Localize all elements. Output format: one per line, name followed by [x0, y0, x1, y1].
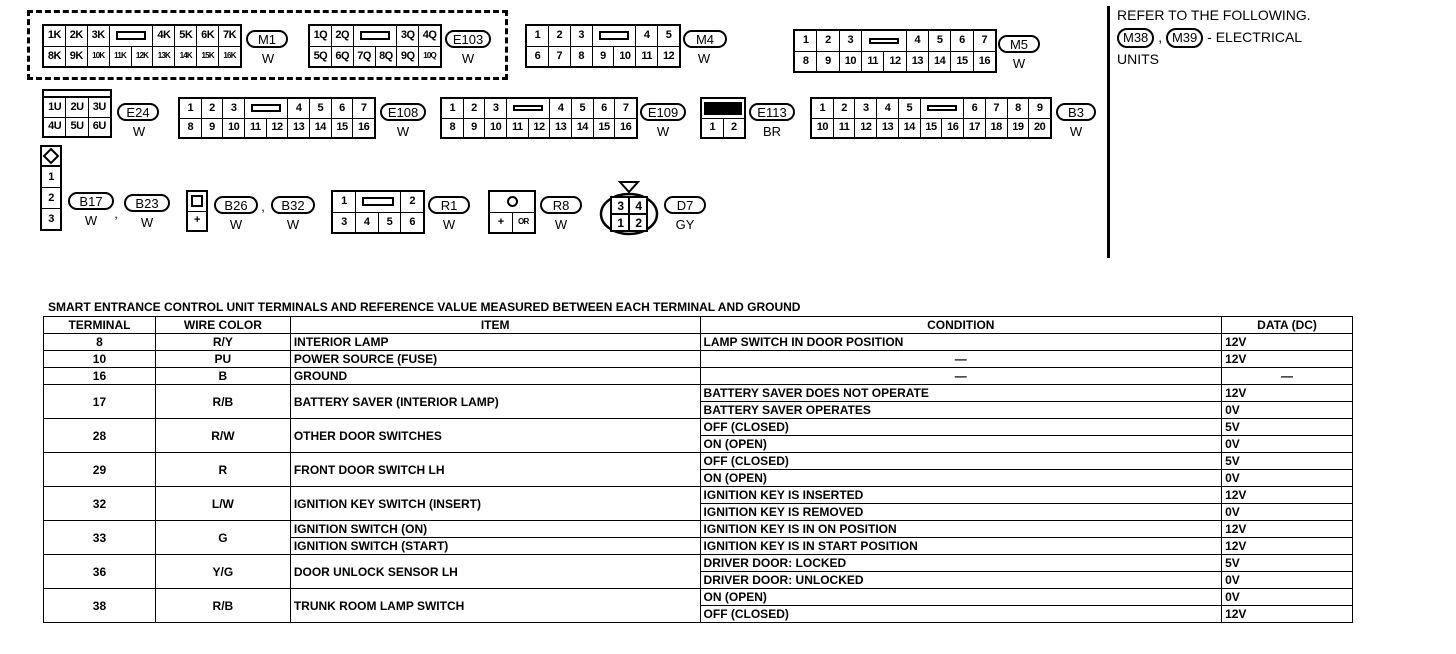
pin: 4 — [635, 198, 642, 213]
pin: 3U — [89, 98, 110, 117]
pin: 11 — [834, 119, 855, 138]
pin: 2 — [724, 119, 745, 138]
pin: 2U — [66, 98, 87, 117]
pin: 6K — [197, 26, 218, 46]
pin: 2 — [635, 215, 642, 230]
pin: 3 — [617, 198, 624, 213]
connector-code-m5: M5 — [998, 35, 1040, 53]
item-cell: TRUNK ROOM LAMP SWITCH — [290, 589, 700, 623]
connector-b17 — [40, 165, 62, 231]
condition-cell: IGNITION KEY IS IN START POSITION — [700, 538, 1222, 555]
pin: 13 — [877, 119, 898, 138]
pin: 9 — [593, 47, 614, 67]
connector-code-b23: B23 — [124, 194, 170, 212]
refer-line-3: UNITS — [1117, 51, 1159, 67]
item-cell: FRONT DOOR SWITCH LH — [290, 453, 700, 487]
connector-e103 — [308, 24, 442, 68]
pin: 7K — [219, 26, 240, 46]
pin: 6Q — [332, 47, 353, 67]
table-row — [44, 334, 1353, 351]
pin: 3 — [333, 213, 355, 233]
pin: 9 — [817, 52, 838, 72]
data-cell: 0V — [1222, 402, 1353, 419]
pin: 7 — [549, 47, 570, 67]
condition-cell: BATTERY SAVER OPERATES — [700, 402, 1222, 419]
condition-cell: BATTERY SAVER DOES NOT OPERATE — [700, 385, 1222, 402]
pin: 4 — [907, 31, 928, 51]
connector-r8 — [488, 190, 536, 234]
data-cell: 5V — [1222, 419, 1353, 436]
pin: 8 — [1008, 99, 1029, 118]
pin: 1 — [180, 99, 201, 118]
pin: 5 — [572, 99, 593, 118]
pin: 15 — [594, 119, 615, 138]
pin: 3 — [840, 31, 861, 51]
connector-code-e108: E108 — [380, 103, 426, 121]
condition-cell: — — [700, 351, 1222, 368]
wire-color-e108: W — [396, 124, 410, 139]
pin: 4Q — [419, 26, 440, 46]
item-cell: GROUND — [290, 368, 700, 385]
table-row — [44, 368, 1353, 385]
condition-cell: DRIVER DOOR: UNLOCKED — [700, 572, 1222, 589]
pin: 6 — [332, 99, 353, 118]
connector-e24 — [42, 96, 112, 138]
item-cell: POWER SOURCE (FUSE) — [290, 351, 700, 368]
pin: 9 — [202, 119, 223, 138]
terminal-cell: 32 — [44, 487, 156, 521]
connector-code-d7: D7 — [664, 196, 706, 214]
data-cell: 0V — [1222, 589, 1353, 606]
pin: 8K — [44, 47, 65, 67]
item-cell: IGNITION KEY SWITCH (INSERT) — [290, 487, 700, 521]
refer-electrical: - ELECTRICAL — [1207, 29, 1303, 45]
header-terminal: TERMINAL — [44, 317, 156, 334]
pin: 5 — [929, 31, 950, 51]
refer-line-2 — [1117, 26, 1447, 48]
condition-cell: OFF (CLOSED) — [700, 419, 1222, 436]
terminal-cell: 36 — [44, 555, 156, 589]
pin: 8 — [442, 119, 463, 138]
pin: 11K — [110, 47, 131, 67]
pin: 4 — [356, 213, 378, 233]
pin: 1 — [442, 99, 463, 118]
terminal-cell: 17 — [44, 385, 156, 419]
pin: 16 — [974, 52, 995, 72]
pin: 1K — [44, 26, 65, 46]
pin: 16 — [942, 119, 963, 138]
pin: 19 — [1008, 119, 1029, 138]
refer-line-1: REFER TO THE FOLLOWING. — [1117, 7, 1311, 23]
condition-cell: ON (OPEN) — [700, 589, 1222, 606]
wire-cell: G — [155, 521, 290, 555]
pin: 1 — [617, 215, 624, 230]
wire-color-r8: W — [554, 217, 568, 232]
pin: 2 — [817, 31, 838, 51]
item-cell: OTHER DOOR SWITCHES — [290, 419, 700, 453]
pin: 2 — [549, 26, 570, 46]
connector-tab — [862, 31, 906, 51]
pin: 9 — [464, 119, 485, 138]
pin: 1Q — [310, 26, 331, 46]
pin: 10 — [812, 119, 833, 138]
terminal-cell: 29 — [44, 453, 156, 487]
wire-cell: B — [155, 368, 290, 385]
pin: 14K — [175, 47, 196, 67]
pin: 4 — [288, 99, 309, 118]
data-cell: 12V — [1222, 385, 1353, 402]
connector-code-e24: E24 — [117, 103, 159, 121]
refer-note — [1117, 4, 1447, 70]
wire-color-m1: W — [261, 51, 275, 66]
condition-cell: OFF (CLOSED) — [700, 606, 1222, 623]
condition-cell: ON (OPEN) — [700, 470, 1222, 487]
data-cell: — — [1222, 368, 1353, 385]
pin: 1U — [44, 98, 65, 117]
terminal-cell: 38 — [44, 589, 156, 623]
pin: 1 — [795, 31, 816, 51]
wire-color-e109: W — [656, 124, 670, 139]
pin: 3Q — [397, 26, 418, 46]
header-data: DATA (DC) — [1222, 317, 1353, 334]
pin: 7Q — [354, 47, 375, 67]
data-cell: 12V — [1222, 538, 1353, 555]
connector-code-b17: B17 — [68, 192, 114, 210]
pin: 9Q — [397, 47, 418, 67]
wire-color-m5: W — [1012, 56, 1026, 71]
wire-color-r1: W — [442, 217, 456, 232]
wire-cell: Y/G — [155, 555, 290, 589]
pin: 3K — [88, 26, 109, 46]
pin: 1 — [812, 99, 833, 118]
data-cell: 12V — [1222, 487, 1353, 504]
pin: 13 — [550, 119, 571, 138]
pin: 5K — [175, 26, 196, 46]
table-row — [44, 487, 1353, 504]
connector-tab — [490, 192, 534, 212]
pin: 12 — [658, 47, 679, 67]
item-cell: DOOR UNLOCK SENSOR LH — [290, 555, 700, 589]
pin: 7 — [974, 31, 995, 51]
pin: 10 — [614, 47, 635, 67]
connector-tab — [110, 26, 153, 46]
pin: 2Q — [332, 26, 353, 46]
connector-code-e109: E109 — [640, 103, 686, 121]
wire-cell: R/B — [155, 589, 290, 623]
condition-cell: IGNITION KEY IS INSERTED — [700, 487, 1222, 504]
condition-cell: ON (OPEN) — [700, 436, 1222, 453]
pin: 2 — [464, 99, 485, 118]
table-row — [44, 351, 1353, 368]
connector-tab — [702, 99, 744, 118]
wire-color-b26: W — [229, 217, 243, 232]
wire-color-d7: GY — [675, 217, 695, 232]
wire-color-b23: W — [140, 215, 154, 230]
terminal-cell: 8 — [44, 334, 156, 351]
data-cell: 12V — [1222, 334, 1353, 351]
pin: 10Q — [419, 47, 440, 67]
pin: 5U — [66, 118, 87, 137]
connector-tab — [354, 26, 397, 46]
pin: 5Q — [310, 47, 331, 67]
connector-r1 — [331, 190, 425, 234]
header-condition: CONDITION — [700, 317, 1222, 334]
pin: 8 — [180, 119, 201, 138]
data-cell: 0V — [1222, 572, 1353, 589]
pin: 11 — [507, 119, 528, 138]
pin: 5 — [310, 99, 331, 118]
pin: 12 — [529, 119, 550, 138]
connector-tab — [245, 99, 287, 118]
pin: OR — [513, 213, 535, 233]
pin: 4 — [877, 99, 898, 118]
pin: 10 — [485, 119, 506, 138]
section-divider — [1107, 6, 1110, 258]
connector-e109 — [440, 97, 638, 139]
pin: 10K — [88, 47, 109, 67]
table-row — [44, 555, 1353, 572]
pin: 6U — [89, 118, 110, 137]
condition-cell: IGNITION KEY IS IN ON POSITION — [700, 521, 1222, 538]
pin: 7 — [986, 99, 1007, 118]
data-cell: 0V — [1222, 436, 1353, 453]
data-cell: 0V — [1222, 504, 1353, 521]
item-cell: BATTERY SAVER (INTERIOR LAMP) — [290, 385, 700, 419]
pin: 1 — [42, 167, 60, 187]
condition-cell: LAMP SWITCH IN DOOR POSITION — [700, 334, 1222, 351]
pin: 11 — [636, 47, 657, 67]
pin: 10 — [223, 119, 244, 138]
pin: 16 — [615, 119, 636, 138]
wire-color-e113: BR — [762, 124, 782, 139]
wire-color-b3: W — [1069, 124, 1083, 139]
table-row — [44, 521, 1353, 538]
table-row — [44, 385, 1353, 402]
pin: 12 — [855, 119, 876, 138]
pin: 2 — [834, 99, 855, 118]
connector-code-b26: B26 — [214, 196, 258, 214]
connector-m4 — [525, 24, 681, 68]
condition-cell: DRIVER DOOR: LOCKED — [700, 555, 1222, 572]
pin: 6 — [964, 99, 985, 118]
pin: 12 — [884, 52, 905, 72]
pin: 5 — [379, 213, 401, 233]
pin: 11 — [245, 119, 266, 138]
pin: 8Q — [376, 47, 397, 67]
pin: 20 — [1029, 119, 1050, 138]
pin: + — [490, 213, 512, 233]
pin: 9K — [66, 47, 87, 67]
pin: 14 — [572, 119, 593, 138]
pin: 10 — [840, 52, 861, 72]
pin: 9 — [1029, 99, 1050, 118]
condition-cell: IGNITION KEY IS REMOVED — [700, 504, 1222, 521]
refer-separator: , — [1158, 29, 1163, 45]
data-cell: 12V — [1222, 351, 1353, 368]
data-cell: 12V — [1222, 606, 1353, 623]
pin: 7 — [615, 99, 636, 118]
wire-cell: PU — [155, 351, 290, 368]
pin: 2 — [401, 192, 423, 212]
connector-tab — [593, 26, 636, 46]
table-title: SMART ENTRANCE CONTROL UNIT TERMINALS AND REFERENCE VALUE MEASURED BETWEEN EACH TERMINAL AND GROUND — [48, 300, 801, 314]
wire-cell: R/B — [155, 385, 290, 419]
connector-code-b32: B32 — [271, 196, 315, 214]
item-cell: INTERIOR LAMP — [290, 334, 700, 351]
pin: 13 — [907, 52, 928, 72]
connector-code-m1: M1 — [246, 30, 288, 48]
pin: 12 — [267, 119, 288, 138]
data-cell: 12V — [1222, 521, 1353, 538]
pin: 2K — [66, 26, 87, 46]
pin: 7 — [353, 99, 374, 118]
wire-cell: R/Y — [155, 334, 290, 351]
pin: 2 — [202, 99, 223, 118]
connector-tab — [921, 99, 963, 118]
header-item: ITEM — [290, 317, 700, 334]
wire-color-e24: W — [132, 124, 146, 139]
pin: 8 — [795, 52, 816, 72]
connector-e108 — [178, 97, 376, 139]
connector-tab — [356, 192, 401, 212]
pin: 6 — [527, 47, 548, 67]
wire-color-e103: W — [461, 51, 475, 66]
pin: 15 — [951, 52, 972, 72]
data-cell: 5V — [1222, 555, 1353, 572]
pin: 3 — [485, 99, 506, 118]
wire-color-b17: W — [84, 213, 98, 228]
condition-cell: — — [700, 368, 1222, 385]
pin: 11 — [862, 52, 883, 72]
pin: 5 — [899, 99, 920, 118]
pin: 14 — [929, 52, 950, 72]
pin: 3 — [223, 99, 244, 118]
connector-code-r1: R1 — [428, 196, 470, 214]
connector-tab — [188, 192, 206, 211]
pin: 16K — [219, 47, 240, 67]
condition-cell: OFF (CLOSED) — [700, 453, 1222, 470]
connector-code-r8: R8 — [540, 196, 582, 214]
pin: 14 — [310, 119, 331, 138]
pin: 8 — [571, 47, 592, 67]
pin: 15 — [332, 119, 353, 138]
refer-code-m39: M39 — [1166, 28, 1203, 48]
pin: 5 — [658, 26, 679, 46]
item-cell: IGNITION SWITCH (ON) — [290, 521, 700, 538]
pin: 3 — [855, 99, 876, 118]
connector-e113 — [700, 97, 746, 139]
connector-b3 — [810, 97, 1052, 139]
table-row — [44, 453, 1353, 470]
connector-m1 — [42, 24, 242, 68]
pin: 6 — [401, 213, 423, 233]
table-header-row — [44, 317, 1353, 334]
pin: 3 — [571, 26, 592, 46]
connector-code-m4: M4 — [683, 30, 727, 48]
connector-code-e103: E103 — [445, 30, 491, 48]
pin: 6 — [951, 31, 972, 51]
terminal-cell: 28 — [44, 419, 156, 453]
terminal-cell: 16 — [44, 368, 156, 385]
pin: 1 — [527, 26, 548, 46]
wire-cell: L/W — [155, 487, 290, 521]
terminal-cell: 33 — [44, 521, 156, 555]
pin: 2 — [42, 188, 60, 208]
item-cell: IGNITION SWITCH (START) — [290, 538, 700, 555]
pin: 15 — [921, 119, 942, 138]
pin: 16 — [353, 119, 374, 138]
connector-b17-key-icon — [40, 145, 62, 167]
separator-comma: , — [261, 199, 265, 214]
pin: 4 — [636, 26, 657, 46]
connector-code-b3: B3 — [1056, 103, 1096, 121]
pin: 4U — [44, 118, 65, 137]
table-row — [44, 589, 1353, 606]
wire-color-b32: W — [286, 217, 300, 232]
pin: 15K — [197, 47, 218, 67]
connector-tab — [507, 99, 549, 118]
pin: 18 — [986, 119, 1007, 138]
wire-color-m4: W — [697, 51, 711, 66]
wire-cell: R — [155, 453, 290, 487]
pin: 17 — [964, 119, 985, 138]
pin: 12K — [132, 47, 153, 67]
connector-b26 — [186, 190, 208, 232]
pin: 4 — [550, 99, 571, 118]
pin: 13K — [153, 47, 174, 67]
pin: + — [188, 212, 206, 231]
header-wire-color: WIRE COLOR — [155, 317, 290, 334]
table-row — [44, 419, 1353, 436]
separator-comma: , — [114, 206, 118, 221]
pin: 1 — [702, 119, 723, 138]
connector-m5 — [793, 29, 997, 73]
pin: 1 — [333, 192, 355, 212]
data-cell: 5V — [1222, 453, 1353, 470]
pin: 6 — [594, 99, 615, 118]
data-cell: 0V — [1222, 470, 1353, 487]
terminal-table — [43, 316, 1353, 623]
refer-code-m38: M38 — [1117, 28, 1154, 48]
wire-cell: R/W — [155, 419, 290, 453]
terminal-cell: 10 — [44, 351, 156, 368]
pin: 13 — [288, 119, 309, 138]
pin: 3 — [42, 209, 60, 229]
pin: 4K — [153, 26, 174, 46]
connector-code-e113: E113 — [749, 103, 795, 121]
pin: 14 — [899, 119, 920, 138]
